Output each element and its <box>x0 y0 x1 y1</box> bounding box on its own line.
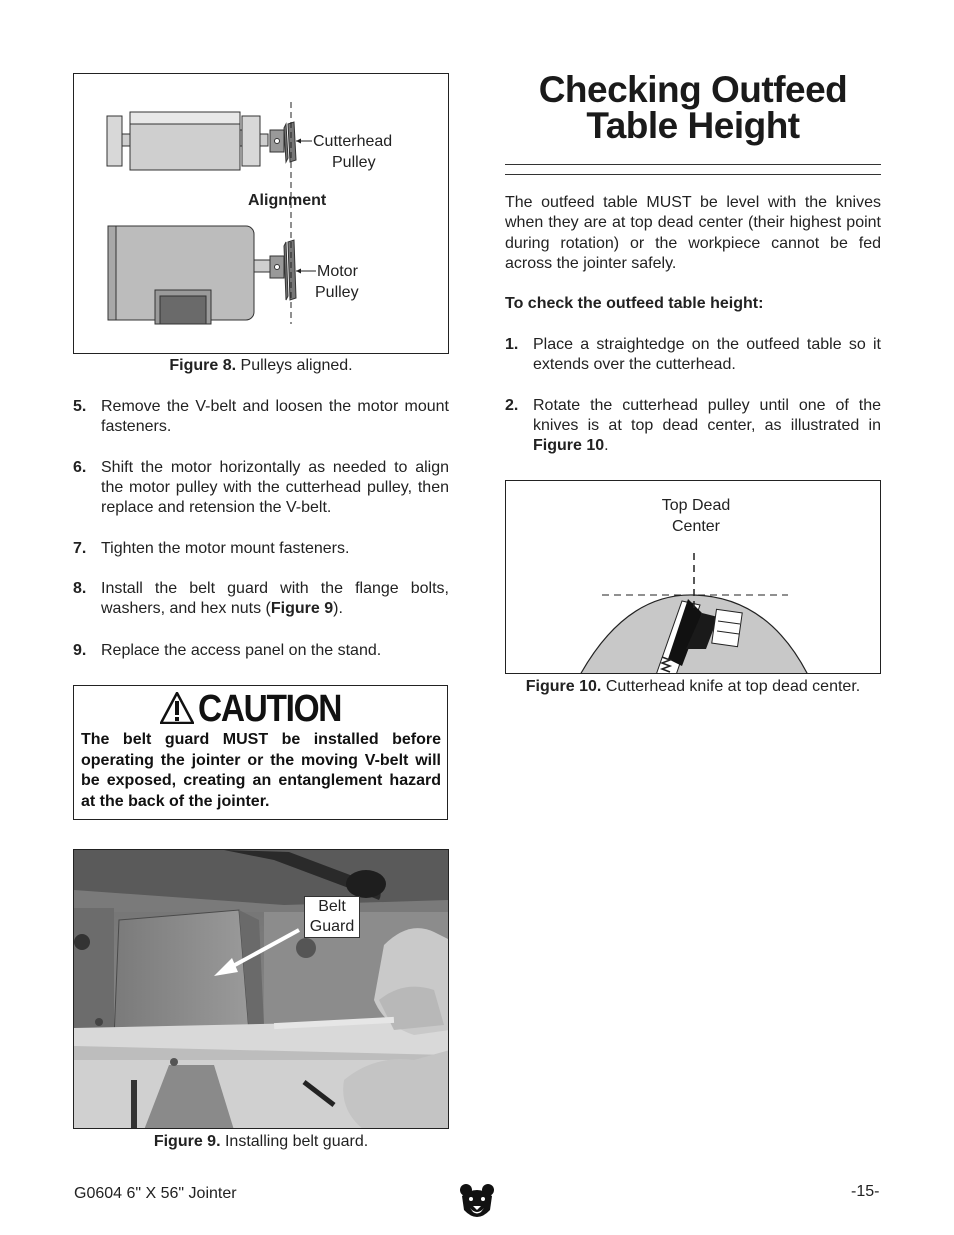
belt-guard-photo <box>74 850 449 1129</box>
intro-paragraph: The outfeed table MUST be level with the knives when they are at top dead center (their highest point during rotation) or the workpiece cannot be fed across the jointer safely. <box>505 194 881 272</box>
caution-box <box>73 685 448 820</box>
top-dead-center-label: Top Dead Center <box>661 497 731 535</box>
figure-8-caption: Figure 8. Pulleys aligned. <box>169 357 353 374</box>
bear-logo-icon <box>458 1182 496 1222</box>
motor-pulley <box>284 240 296 300</box>
footer-model: G0604 6" X 56" Jointer <box>74 1185 237 1202</box>
figure-10-diagram <box>505 480 881 674</box>
alignment-label: Alignment <box>248 192 327 209</box>
warning-triangle-icon <box>160 692 194 724</box>
cutterhead-right-bearing <box>242 116 260 166</box>
cutterhead-shaft <box>122 134 130 146</box>
caution-body: The belt guard MUST be installed before operating the jointer or the moving V-belt will be exposed, creating an entanglement hazard at the back of the jointer. <box>81 731 441 810</box>
section-title: Checking Outfeed Table Height <box>538 69 848 146</box>
motor-pulley-label: Motor Pulley <box>315 263 359 301</box>
cutterhead-pulley-label: Cutterhead Pulley <box>313 133 393 171</box>
title-rule-top <box>505 164 881 165</box>
procedure-heading: To check the outfeed table height: <box>505 295 764 312</box>
figure-10-caption: Figure 10. Cutterhead knife at top dead center. <box>525 678 861 695</box>
title-rule-bottom <box>505 174 881 175</box>
figure-9-photo <box>73 849 449 1129</box>
cutterhead-pulley <box>284 122 296 162</box>
footer-page-number: -15- <box>851 1183 880 1200</box>
figure-9-caption: Figure 9. Installing belt guard. <box>153 1133 369 1150</box>
belt-guard-label: Belt Guard <box>304 896 360 938</box>
caution-heading: CAUTION <box>198 688 342 730</box>
gib-bolt <box>712 609 742 646</box>
pulley-alignment-illustration <box>74 74 449 354</box>
figure-8-diagram <box>73 73 449 354</box>
cutterhead-left-bearing <box>107 116 122 166</box>
